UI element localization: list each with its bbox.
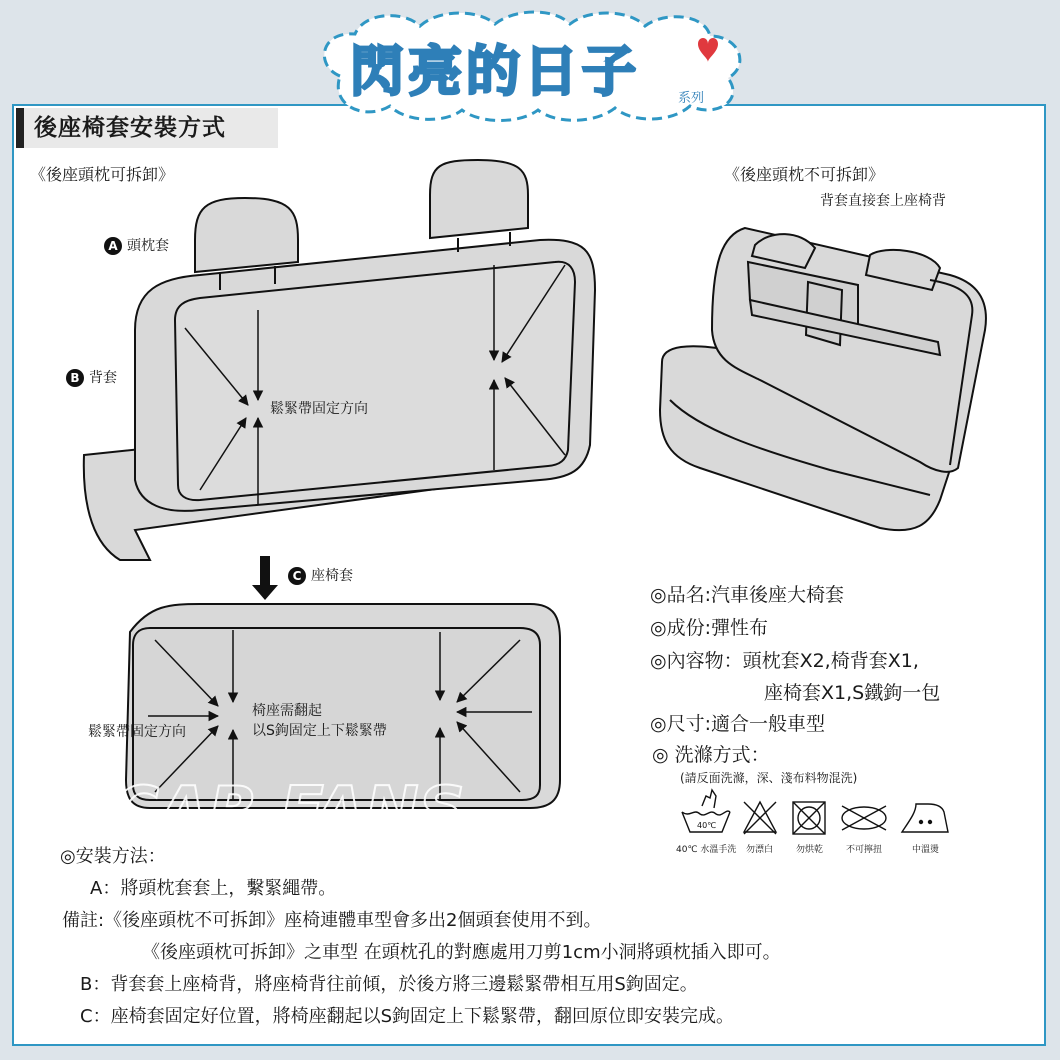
no-wring-icon	[842, 806, 886, 830]
part-a-badge: A	[104, 237, 122, 255]
right-subcaption: 背套直接套上座椅背	[820, 193, 946, 209]
iron-medium-icon	[902, 804, 948, 832]
care-label-no-bleach: 勿漂白	[746, 845, 774, 855]
care-label-no-wring: 不可擰扭	[846, 845, 883, 855]
spec-material: ◎成份:彈性布	[650, 617, 768, 639]
instruction-b: B：背套套上座椅背，將座椅背往前傾，於後方將三邊鬆緊帶相互用S鉤固定。	[80, 974, 698, 995]
rear-seat-integrated	[660, 228, 986, 530]
part-c-label: C 座椅套	[288, 565, 353, 585]
spec-name: ◎品名:汽車後座大椅套	[650, 584, 844, 606]
rear-seat-removable	[84, 160, 595, 560]
part-c-badge: C	[288, 567, 306, 585]
care-label-hand-wash: 40℃ 水溫手洗	[676, 845, 737, 855]
instruction-a: A：將頭枕套套上，繫緊繩帶。	[90, 878, 337, 899]
down-arrow-icon	[252, 556, 278, 600]
instruction-note-2: 《後座頭枕可拆卸》之車型 在頭枕孔的對應處用刀剪1cm小洞將頭枕插入即可。	[142, 942, 781, 963]
instruction-c: C：座椅套固定好位置，將椅座翻起以S鉤固定上下鬆緊帶，翻回原位即安裝完成。	[80, 1006, 734, 1027]
instructions-title: ◎安裝方法：	[60, 846, 166, 867]
strap-direction-label-top: 鬆緊帶固定方向	[270, 401, 368, 417]
no-bleach-icon	[744, 802, 776, 834]
brand-series: 系列	[678, 91, 705, 106]
spec-contents: ◎內容物：頭枕套X2,椅背套X1,	[650, 650, 919, 672]
cushion-note-line2: 以S鉤固定上下鬆緊帶	[252, 723, 387, 739]
watermark: CAR FANS	[112, 774, 465, 848]
spec-wash-title: ◎ 洗滌方式：	[652, 744, 770, 766]
spec-wash-note: (請反面洗滌，深、淺布料物混洗)	[680, 771, 858, 785]
spec-size: ◎尺寸:適合一般車型	[650, 713, 825, 735]
brand-title: 閃亮的日子	[350, 40, 640, 103]
left-caption: 《後座頭枕可拆卸》	[30, 165, 175, 184]
care-label-no-dry: 勿烘乾	[796, 845, 824, 855]
part-b-badge: B	[66, 369, 84, 387]
cushion-note-line1: 椅座需翻起	[252, 703, 322, 719]
right-caption: 《後座頭枕不可拆卸》	[724, 165, 885, 184]
part-b-label: B 背套	[66, 367, 117, 387]
care-label-iron: 中溫燙	[912, 845, 940, 855]
instruction-note: 備註:《後座頭枕不可拆卸》座椅連體車型會多出2個頭套使用不到。	[62, 910, 602, 931]
hand-wash-temp: 40℃	[697, 821, 717, 830]
part-a-label: A 頭枕套	[104, 235, 169, 255]
strap-direction-label-bottom: 鬆緊帶固定方向	[88, 724, 186, 740]
section-title: 後座椅套安裝方式	[16, 108, 278, 148]
spec-contents-cont: 座椅套X1,S鐵鉤一包	[764, 682, 941, 704]
no-tumble-dry-icon	[793, 802, 825, 834]
